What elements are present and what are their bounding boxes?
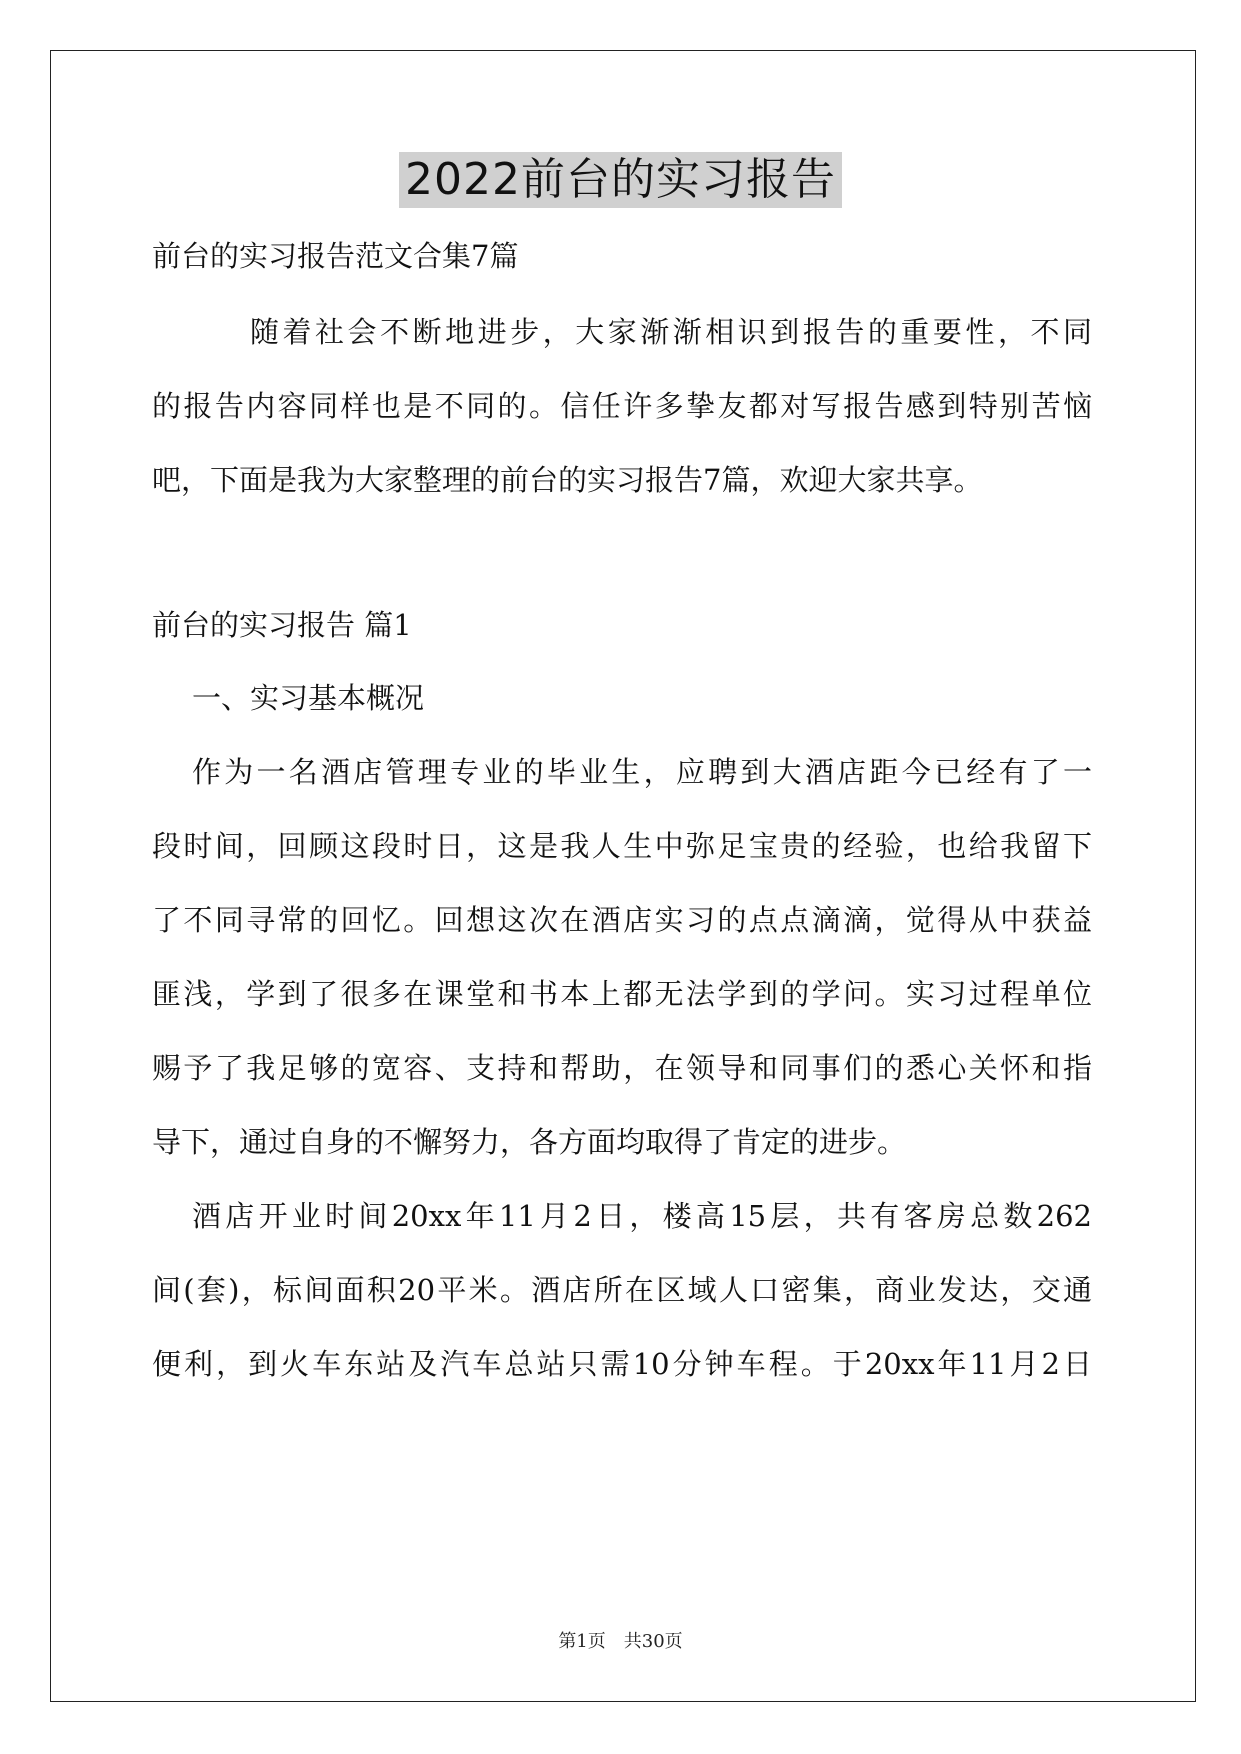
intro-line: 吧，下面是我为大家整理的前台的实习报告7篇，欢迎大家共享。 xyxy=(152,463,983,497)
section-heading: 前台的实习报告 篇1 xyxy=(152,608,412,642)
page-number: 第1页 共30页 xyxy=(558,1631,683,1652)
paragraph-line: 间(套)，标间面积20平米。酒店所在区域人口密集，商业发达，交通 xyxy=(152,1273,1092,1307)
document-subtitle: 前台的实习报告范文合集7篇 xyxy=(152,239,519,273)
paragraph-line: 作为一名酒店管理专业的毕业生，应聘到大酒店距今已经有了一 xyxy=(192,755,1092,789)
paragraph-line: 导下，通过自身的不懈努力，各方面均取得了肯定的进步。 xyxy=(152,1125,907,1159)
paragraph-line: 匪浅，学到了很多在课堂和书本上都无法学到的学问。实习过程单位 xyxy=(152,977,1092,1011)
intro-line: 随着社会不断地进步，大家渐渐相识到报告的重要性，不同 xyxy=(250,315,1092,349)
paragraph-line: 酒店开业时间20xx年11月2日，楼高15层，共有客房总数262 xyxy=(192,1199,1092,1233)
title-container xyxy=(0,152,1241,208)
intro-line: 的报告内容同样也是不同的。信任许多挚友都对写报告感到特别苦恼 xyxy=(152,389,1092,423)
paragraph-line: 了不同寻常的回忆。回想这次在酒店实习的点点滴滴，觉得从中获益 xyxy=(152,903,1092,937)
subsection-heading: 一、实习基本概况 xyxy=(192,681,425,715)
document-title: 2022前台的实习报告 xyxy=(399,152,842,208)
paragraph-line: 便利，到火车东站及汽车总站只需10分钟车程。于20xx年11月2日 xyxy=(152,1347,1092,1381)
paragraph-line: 赐予了我足够的宽容、支持和帮助，在领导和同事们的悉心关怀和指 xyxy=(152,1051,1092,1085)
paragraph-line: 段时间，回顾这段时日，这是我人生中弥足宝贵的经验，也给我留下 xyxy=(152,829,1092,863)
page-border xyxy=(50,50,1196,1702)
